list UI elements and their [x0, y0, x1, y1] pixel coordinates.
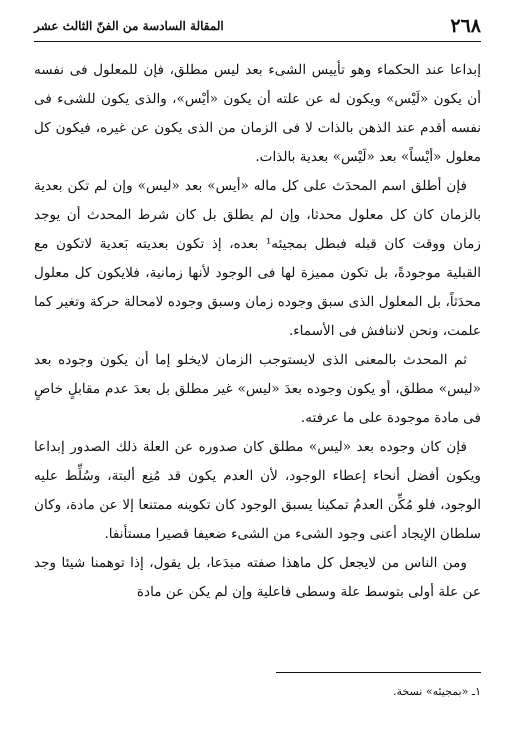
page-header	[34, 14, 481, 38]
footnote-rule	[276, 672, 481, 673]
paragraph: فإن أطلق اسم المحدَث على كل ماله «أيس» بعد «ليس» وإن لم تكن بعدية بالزمان كان كل معلول محدثا، وإن لم يطلق بل كان شرط المحدث أن يوجد زمان ووقت كان قبله فبطل بمجيئه¹ بعده، إذ تكون بعديته بَعدية لاتكون مع القبلية موجودةً، بل تكون مميزة لها فى الوجود لأنها زمانية، فلايكون كل معلول محدَثاً، بل المعلول الذى سبق وجوده زمان وسبق وجوده لامحالة حركة وتغير كما علمت، ونحن لاننافش فى الأسماء.	[34, 178, 481, 339]
paragraph: فإن كان وجوده بعد «ليس» مطلق كان صدوره عن العلة ذلك الصدور إبداعا ويكون أفضل أنحاء إعطاء الوجود، لأن العدم يكون قد مُنِع ألبتة، وسُلِّط عليه الوجود، فلو مُكِّن العدمُ تمكينا يسبق الوجود كان تكوينه ممتنعا إلا عن مادة، وكان سلطان الإيجاد أعنى وجود الشىء من الشىء ضعيفا قصيرا مستأنفا.	[34, 439, 481, 542]
running-title: المقالة السادسة من الفنّ الثالث عشر	[34, 19, 224, 33]
paragraph: إبداعا عند الحكماء وهو تأييس الشىء بعد ليس مطلق، فإن للمعلول فى نفسه أن يكون «لَيْس» ويكون له عن علته أن يكون «أيْس»، والذى يكون للشىء فى نفسه أقدم عند الذهن بالذات لا فى الزمان من الذى يكون عن غيره، فيكون كل معلول «أيْساً» بعد «لَيْس» بعدية بالذات.	[34, 62, 481, 165]
body-text	[34, 56, 481, 607]
page-number: ٢٦٨	[450, 15, 481, 37]
footnote: ١ـ «بمجيئه» نسخة.	[392, 685, 481, 698]
paragraph: ومن الناس من لايجعل كل ماهذا صفته مبدَعا، بل يقول، إذا توهمنا شيئا وجد عن علة أولى بتوسط علة وسطى فاعلية وإن لم يكن عن مادة	[34, 555, 481, 600]
paragraph: ثم المحدث بالمعنى الذى لايستوجب الزمان لايخلو إما أن يكون وجوده بعد «ليس» مطلق، أو يكون وجوده بعدَ «ليس» غير مطلق بل بعدَ عدم مقابلٍ خاصٍ فى مادة موجودة على ما عرفته.	[34, 352, 481, 426]
header-rule	[34, 41, 481, 42]
